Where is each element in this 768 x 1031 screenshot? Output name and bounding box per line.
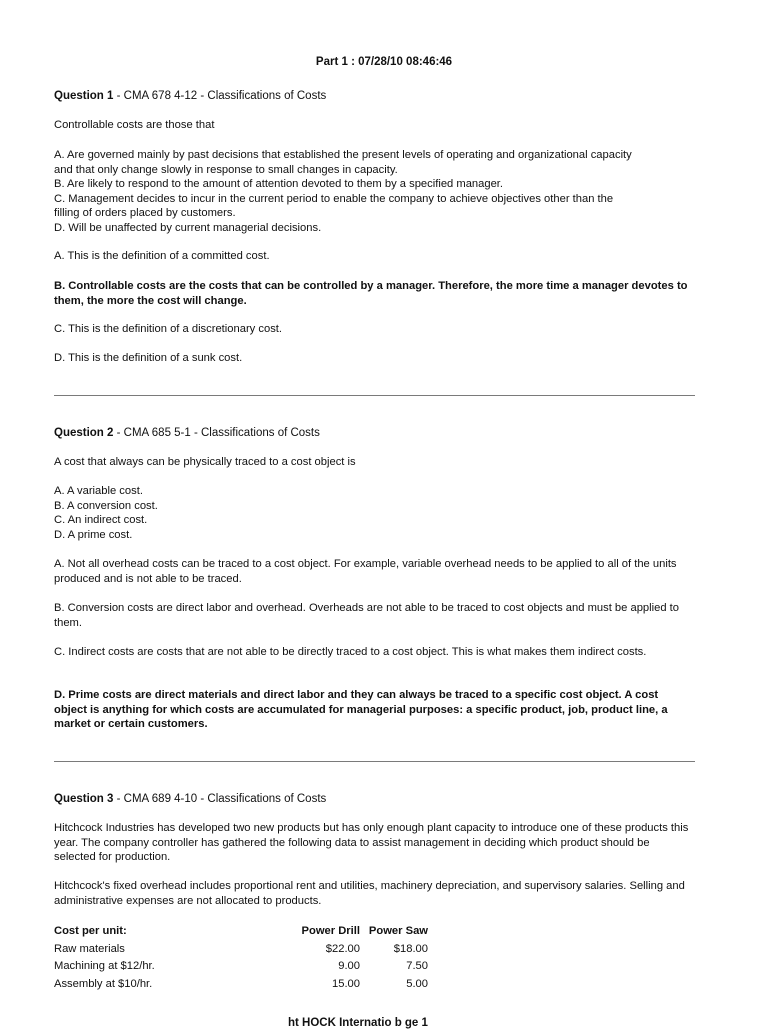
option-line: B. A conversion cost. xyxy=(54,499,158,512)
question-reference: - CMA 678 4-12 - Classifications of Costs xyxy=(113,90,327,102)
table-cell: 7.50 xyxy=(406,960,428,972)
table-cell: 9.00 xyxy=(338,960,360,972)
table-header-cell: Power Drill xyxy=(301,925,360,937)
question-1-title xyxy=(54,89,326,104)
option-line: D. Will be unaffected by current managerial decisions. xyxy=(54,221,322,234)
table-row xyxy=(54,958,428,976)
page-footer: ht HOCK Internatio b ge 1 xyxy=(288,1017,428,1029)
question-1-stem: Controllable costs are those that xyxy=(54,119,215,131)
section-divider xyxy=(54,761,695,762)
table-row xyxy=(54,941,428,959)
question-label: Question 3 xyxy=(54,793,114,805)
table-header-cell: Cost per unit: xyxy=(54,925,127,937)
explanation-d: D. This is the definition of a sunk cost. xyxy=(54,352,243,364)
question-label: Question 2 xyxy=(54,427,114,439)
explanation-d-correct: D. Prime costs are direct materials and direct labor and they can always be traced to a specific cost object. A cost object is anything for which costs are accumulated for managerial purposes: a specific product, job, product line, a market or certain customers. xyxy=(54,689,668,730)
question-reference: - CMA 685 5-1 - Classifications of Costs xyxy=(113,427,320,439)
question-2-title xyxy=(54,426,320,441)
question-3-title xyxy=(54,792,326,807)
explanation-c: C. This is the definition of a discretionary cost. xyxy=(54,323,282,335)
explanation-b-correct: B. Controllable costs are the costs that can be controlled by a manager. Therefore, the more time a manager devotes to them, the more the cost will change. xyxy=(54,280,688,307)
table-cell: Raw materials xyxy=(54,942,125,955)
question-2-stem: A cost that always can be physically traced to a cost object is xyxy=(54,456,356,468)
explanation-c: C. Indirect costs are costs that are not able to be directly traced to a cost object. This is what makes them indirect costs. xyxy=(54,646,647,658)
table-cell: Machining at $12/hr. xyxy=(54,960,155,972)
option-line: A. A variable cost. xyxy=(54,485,143,497)
option-line: C. Management decides to incur in the current period to enable the company to achieve objectives other than the xyxy=(54,192,614,205)
table-cell: $22.00 xyxy=(325,942,360,955)
table-row xyxy=(54,976,428,994)
option-line: filling of orders placed by customers. xyxy=(54,207,236,219)
page-header: Part 1 : 07/28/10 08:46:46 xyxy=(315,56,453,68)
question-label: Question 1 xyxy=(54,90,114,102)
table-cell: Assembly at $10/hr. xyxy=(54,977,153,990)
explanation-a: A. This is the definition of a committed cost. xyxy=(54,250,270,262)
option-line: D. A prime cost. xyxy=(54,528,133,541)
table-cell: 15.00 xyxy=(332,977,360,990)
table-cell: 5.00 xyxy=(406,977,428,990)
table-cell: $18.00 xyxy=(393,942,428,955)
option-line: and that only change slowly in response to small changes in capacity. xyxy=(54,163,398,176)
option-line: A. Are governed mainly by past decisions that established the present levels of operating and organizational capacity xyxy=(54,149,632,161)
explanation-b: B. Conversion costs are direct labor and overhead. Overheads are not able to be traced to cost objects and must be applied to them. xyxy=(54,602,680,629)
question-3-paragraph: Hitchcock's fixed overhead includes proportional rent and utilities, machinery depreciation, and supervisory salaries. Selling and administrative expenses are not allocated to products. xyxy=(54,880,685,907)
question-reference: - CMA 689 4-10 - Classifications of Costs xyxy=(113,793,327,805)
question-2-options xyxy=(54,484,704,542)
cost-table xyxy=(54,923,428,993)
table-header-cell: Power Saw xyxy=(368,925,428,937)
question-3-paragraph: Hitchcock Industries has developed two new products but has only enough plant capacity to introduce one of these products this year. The company controller has gathered the following data to assist management in deciding which product should be selected for production. xyxy=(54,822,689,863)
section-divider xyxy=(54,395,695,396)
option-line: B. Are likely to respond to the amount of attention devoted to them by a specified manager. xyxy=(54,178,504,190)
option-line: C. An indirect cost. xyxy=(54,514,148,526)
table-header-row xyxy=(54,923,428,941)
question-1-options xyxy=(54,148,704,235)
explanation-a: A. Not all overhead costs can be traced to a cost object. For example, variable overhead needs to be applied to all of the units produced and is not able to be traced. xyxy=(54,558,677,585)
